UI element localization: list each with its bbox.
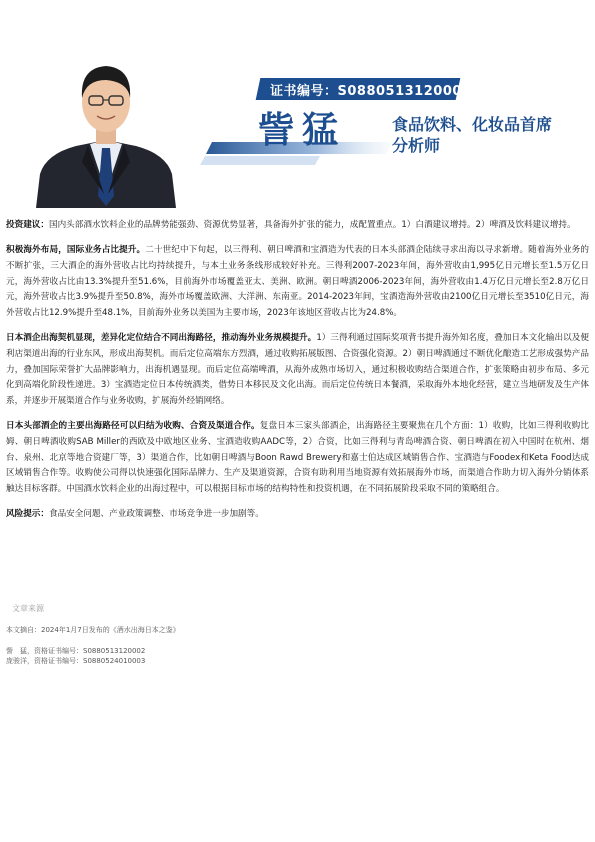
paragraph-text: 1）三得利通过国际奖项背书提升海外知名度，叠加日本文化输出以及便利店渠道出海的行业东风，形成出海契机。而后定位高端东方烈酒，通过收购拓展版图、合资强化资源。2）朝日啤酒通过不断优化酿造工艺形成强势产品力，叠加国际荣誉扩大品牌影响力，出海机遇显现。而后定位高端啤酒，从海外成熟市场切入，通过积极收购结合渠道合作，扩张策略由初步布局、多元化到高端化阶段性递进。3）宝酒造定位日本传统酒类，借势日本移民及文化出海。而后定位传统日本餐酒，采取海外本地化经营，建立当地研发及生产体系，并逐步开展渠道合作与业务收购，扩展海外经销网络。 — [6, 333, 589, 407]
paragraph-investment-advice — [6, 218, 589, 234]
source-note: 本文摘自：2024年1月7日发布的《酒水出海日本之鉴》 — [6, 626, 180, 634]
paragraph-lead: 风险提示： — [6, 509, 49, 520]
paragraph-risk-warning — [6, 507, 589, 523]
paragraph-lead: 日本酒企出海契机显现，差异化定位结合不同出海路径，推动海外业务规模提升。 — [6, 333, 317, 344]
paragraph-expansion-paths — [6, 419, 589, 498]
analyst-name: 訾猛 — [258, 109, 347, 151]
cert-line: 訾 猛，资格证书编号：S0880513120002 — [6, 647, 146, 655]
paragraph-text: 食品安全问题、产业政策调整、市场竞争进一步加剧等。 — [48, 509, 264, 520]
report-body — [6, 218, 589, 532]
paragraph-overseas-layout — [6, 243, 589, 322]
article-source-link[interactable]: 文章来源 — [12, 604, 44, 613]
paragraph-lead: 投资建议： — [6, 220, 49, 230]
paragraph-text: 国内头部酒水饮料企业的品牌势能强劲、资源优势显著，具备海外扩张的能力，成配置重点。1）白酒建议增持。2）啤酒及饮料建议增持。 — [48, 220, 576, 230]
paragraph-lead: 积极海外布局，国际业务占比提升。 — [6, 245, 146, 256]
paragraph-lead: 日本头部酒企的主要出海路径可以归结为收购、合资及渠道合作。 — [6, 421, 260, 432]
paragraph-expansion-opportunity — [6, 331, 589, 410]
paragraph-text: 二十世纪中下旬起，以三得利、朝日啤酒和宝酒造为代表的日本头部酒企陆续寻求出海以寻求新增。随着海外业务的不断扩张，三大酒企的海外营收占比均持续提升，与本土业务条线形成较好补充。三得利2007-2023年间，海外营收由1,995亿日元增长至1.5万亿日元，海外营收占比由13.3%提升至51.6%，目前海外市场覆盖亚太、美洲、欧洲。朝日啤酒2006-2023年间，海外营收由1.4万亿日元增长至2.8万亿日元，海外营收占比3.9%提升至50.8%，海外市场覆盖欧洲、大洋洲、东南亚。2014-2023年间，宝酒造海外营收由2100亿日元增长至3510亿日元，海外营收占比12.9%提升至48.1%，目前海外业务以美国为主要市场，2023年该地区营收占比为24.8%。 — [6, 245, 589, 319]
paragraph-text: 复盘日本三家头部酒企，出海路径主要聚焦在几个方面：1）收购，比如三得利收购比姆、朝日啤酒收购SAB Miller的西欧及中欧地区业务、宝酒造收购AADC等，2）合资，比如三得利与青岛啤酒合资、朝日啤酒在初入中国时在杭州、烟台、泉州、北京等地合资建厂等，3）渠道合作，比如朝日啤酒与Boon Rawd Brewery和嘉士伯达成区域销售合作、宝酒造与Foodex和Keta Food达成区域销售合作等。收购使公司得以快速强化国际品牌力、生产及渠道资源，合资有助利用当地资源有效拓展海外市场，而渠道合作助力切入海外分销体系触达目标客群。中国酒水饮料企业的出海过程中，可以根据目标市场的结构特性和投资机遇，在不同拓展阶段采取不同的策略组合。 — [6, 421, 589, 495]
analyst-cert-list — [6, 646, 145, 666]
analyst-title: 食品饮料、化妆品首席分析师 — [392, 115, 553, 155]
analyst-portrait — [32, 42, 180, 208]
analyst-cert-number: 证书编号：S0880513120002 — [270, 84, 472, 99]
cert-line: 庞骏洋，资格证书编号：S0880524010003 — [6, 657, 146, 665]
